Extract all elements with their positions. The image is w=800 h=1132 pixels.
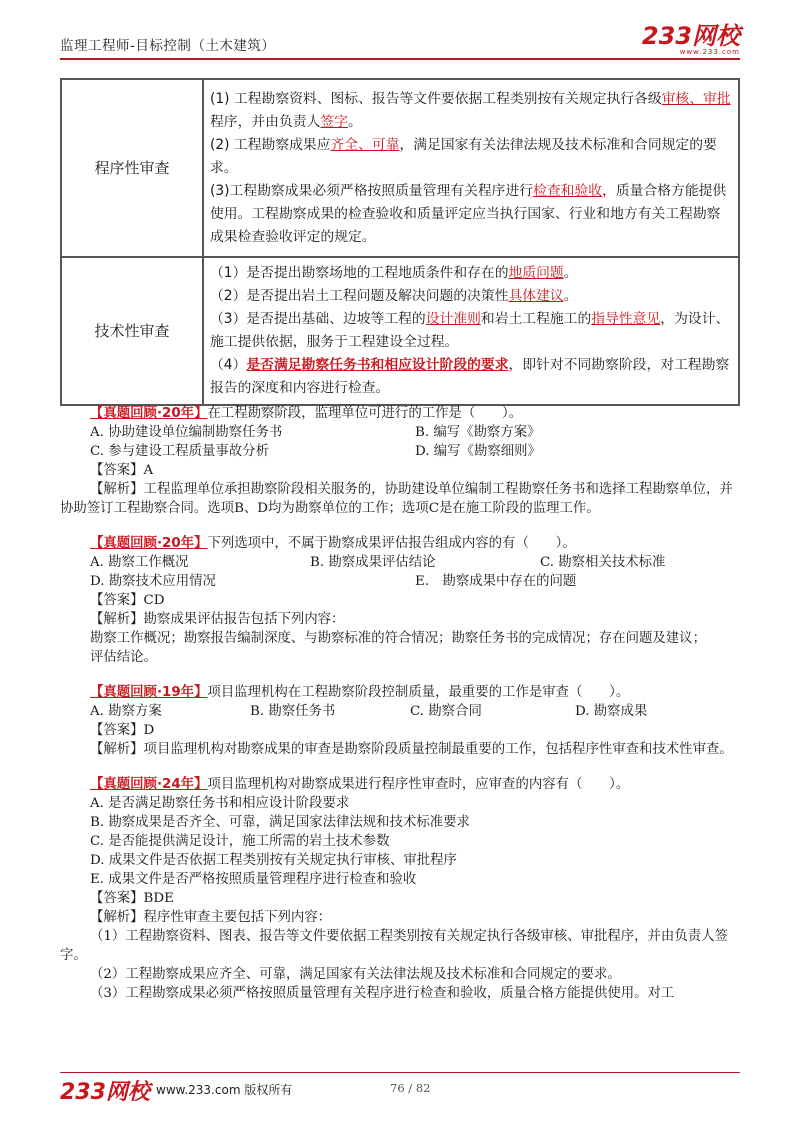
stem-text: 在工程勘察阶段，监理单位可进行的工作是（ ）。: [207, 406, 523, 421]
review-item: [210, 308, 732, 354]
option-row: [90, 553, 740, 572]
item-text: （1）是否提出勘察场地的工程地质条件和存在的: [210, 265, 509, 281]
analysis-text: （2）工程勘察成果应齐全、可靠，满足国家有关法律法规及技术标准和合同规定的要求。: [90, 967, 621, 982]
review-table: [60, 78, 740, 406]
page-header: [60, 24, 740, 60]
logo-text: 233网校: [641, 22, 740, 50]
review-item: [210, 354, 732, 400]
analysis-text: 【解析】项目监理机构对勘察成果的审查是勘察阶段质量控制最重要的工作，包括程序性审查和技术性审查。: [90, 742, 733, 757]
key-term: 地质问题: [508, 265, 564, 281]
content-cell: [203, 79, 739, 257]
option: B. 勘察成果评估结论: [310, 555, 436, 570]
option-row: [90, 832, 740, 851]
copyright-text: www.233.com 版权所有: [156, 1083, 293, 1097]
category-cell: 技术性审查: [61, 257, 203, 405]
item-text: ，为设计、施工提供依据，服务于工程建设全过程。: [210, 311, 730, 350]
question-block: [90, 683, 740, 759]
document-title: 监理工程师-目标控制（土木建筑）: [60, 38, 276, 54]
stem-text: 项目监理机构对勘察成果进行程序性审查时，应审查的内容有（ ）。: [207, 777, 630, 792]
option: E. 勘察成果中存在的问题: [415, 574, 577, 589]
review-item: [210, 88, 732, 134]
item-text: 。: [563, 265, 578, 281]
table-row: [61, 257, 739, 405]
exam-tag: 【真题回顾·20年】: [90, 406, 208, 421]
key-term: 设计准则: [425, 311, 481, 327]
answer: 【答案】A: [90, 463, 154, 478]
item-text: （2）是否提出岩土工程问题及解决问题的决策性: [210, 288, 509, 304]
analysis-text: （3）工程勘察成果必须严格按照质量管理有关程序进行检查和验收，质量合格方能提供使用。对工: [90, 986, 675, 1001]
option: C. 是否能提供满足设计，施工所需的岩土技术参数: [90, 834, 390, 849]
table-row: [61, 79, 739, 257]
review-item: [210, 180, 732, 249]
question-stem: [90, 534, 740, 553]
key-term: 齐全、可靠: [330, 136, 400, 153]
answer: 【答案】BDE: [90, 891, 174, 906]
category-cell: 程序性审查: [61, 79, 203, 257]
key-term: 签字: [320, 113, 348, 130]
option: A. 勘察工作概况: [90, 555, 189, 570]
option-row: [90, 813, 740, 832]
review-item: [210, 262, 732, 285]
option-row: [90, 702, 740, 721]
answer: 【答案】D: [90, 723, 155, 738]
option: D. 勘察成果: [575, 704, 648, 719]
item-text: ，质量合格方能提供使用。工程勘察成果的检查验收和质量评定应当执行国家、行业和地方有关工程勘察成果检查验收评定的规定。: [210, 182, 727, 245]
key-term: 是否满足勘察任务书和相应设计阶段的要求: [246, 357, 509, 373]
key-term: 审核、审批: [661, 90, 731, 107]
option: B. 勘察任务书: [250, 704, 336, 719]
page-number: 76 / 82: [390, 1081, 431, 1095]
option: C. 参与建设工程质量事故分析: [90, 444, 269, 459]
item-text: (3)工程勘察成果必须严格按照质量管理有关程序进行: [210, 182, 534, 199]
analysis-text: （1）工程勘察资料、图表、报告等文件要依据工程类别按有关规定执行各级审核、审批程序，并由负责人签字。: [60, 929, 728, 963]
review-item: [210, 285, 732, 308]
option: A. 协助建设单位编制勘察任务书: [90, 425, 283, 440]
item-text: ，满足国家有关法律法规及技术标准和合同规定的要求。: [210, 136, 717, 176]
item-text: ，即针对不同勘察阶段，对工程勘察报告的深度和内容进行检查。: [210, 357, 730, 396]
exam-tag: 【真题回顾·24年】: [90, 777, 208, 792]
option: A. 勘察方案: [90, 704, 162, 719]
stem-text: 项目监理机构在工程勘察阶段控制质量，最重要的工作是审查（ ）。: [207, 685, 630, 700]
item-text: （4）: [210, 357, 247, 373]
page-footer: [60, 1072, 740, 1103]
question-block: [60, 775, 740, 1003]
analysis-text: 勘察工作概况；勘察报告编制深度、与勘察标准的符合情况；勘察任务书的完成情况；存在问题及建议；: [90, 631, 706, 646]
analysis-text: 评估结论。: [90, 650, 157, 665]
option: C. 勘察合同: [410, 704, 482, 719]
analysis-text: 【解析】工程监理单位承担勘察阶段相关服务的，协助建设单位编制工程勘察任务书和选择工程勘察单位，并协助签订工程勘察合同。选项B、D均为勘察单位的工作；选项C是在施工阶段的监理工作。: [60, 482, 733, 516]
item-text: (2) 工程勘察成果应: [210, 136, 331, 153]
question-stem: [90, 404, 740, 423]
key-term: 指导性意见: [591, 311, 661, 327]
item-text: 和岩土工程施工的: [480, 311, 592, 327]
item-text: 。: [563, 288, 578, 304]
option: D. 勘察技术应用情况: [90, 574, 216, 589]
analysis-text: 【解析】程序性审查主要包括下列内容：: [90, 910, 332, 925]
option: B. 勘察成果是否齐全、可靠，满足国家法律法规和技术标准要求: [90, 815, 470, 830]
answer: 【答案】CD: [90, 593, 165, 608]
option-row: [90, 794, 740, 813]
option-row: [90, 442, 740, 461]
brand-logo: [642, 24, 740, 56]
item-text: （3）是否提出基础、边坡等工程的: [210, 311, 426, 327]
option-row: [90, 572, 740, 591]
footer-logo: 233网校: [60, 1080, 150, 1105]
stem-text: 下列选项中，不属于勘察成果评估报告组成内容的有（ ）。: [207, 536, 576, 551]
option: D. 编写《勘察细则》: [415, 444, 541, 459]
content-cell: [203, 257, 739, 405]
question-block: [60, 404, 740, 518]
analysis-text: 【解析】勘察成果评估报告包括下列内容：: [90, 612, 345, 627]
exam-tag: 【真题回顾·20年】: [90, 536, 208, 551]
key-term: 具体建议: [508, 288, 564, 304]
item-text: (1) 工程勘察资料、图标、报告等文件要依据工程类别按有关规定执行各级: [210, 90, 662, 107]
option-row: [90, 870, 740, 889]
review-item: [210, 134, 732, 180]
option: E. 成果文件是否严格按照质量管理程序进行检查和验收: [90, 872, 417, 887]
option: C. 勘察相关技术标准: [540, 555, 666, 570]
option: A. 是否满足勘察任务书和相应设计阶段要求: [90, 796, 350, 811]
question-block: [90, 534, 740, 667]
question-stem: [90, 775, 740, 794]
option-row: [90, 851, 740, 870]
question-stem: [90, 683, 740, 702]
option: D. 成果文件是否依据工程类别按有关规定执行审核、审批程序: [90, 853, 457, 868]
option: B. 编写《勘察方案》: [415, 425, 541, 440]
item-text: 。: [347, 113, 362, 130]
question-list: [60, 404, 740, 1003]
exam-tag: 【真题回顾·19年】: [90, 685, 208, 700]
option-row: [90, 423, 740, 442]
item-text: 程序，并由负责人: [210, 113, 321, 130]
key-term: 检查和验收: [533, 182, 603, 199]
logo-url: www.233.com: [679, 48, 740, 56]
